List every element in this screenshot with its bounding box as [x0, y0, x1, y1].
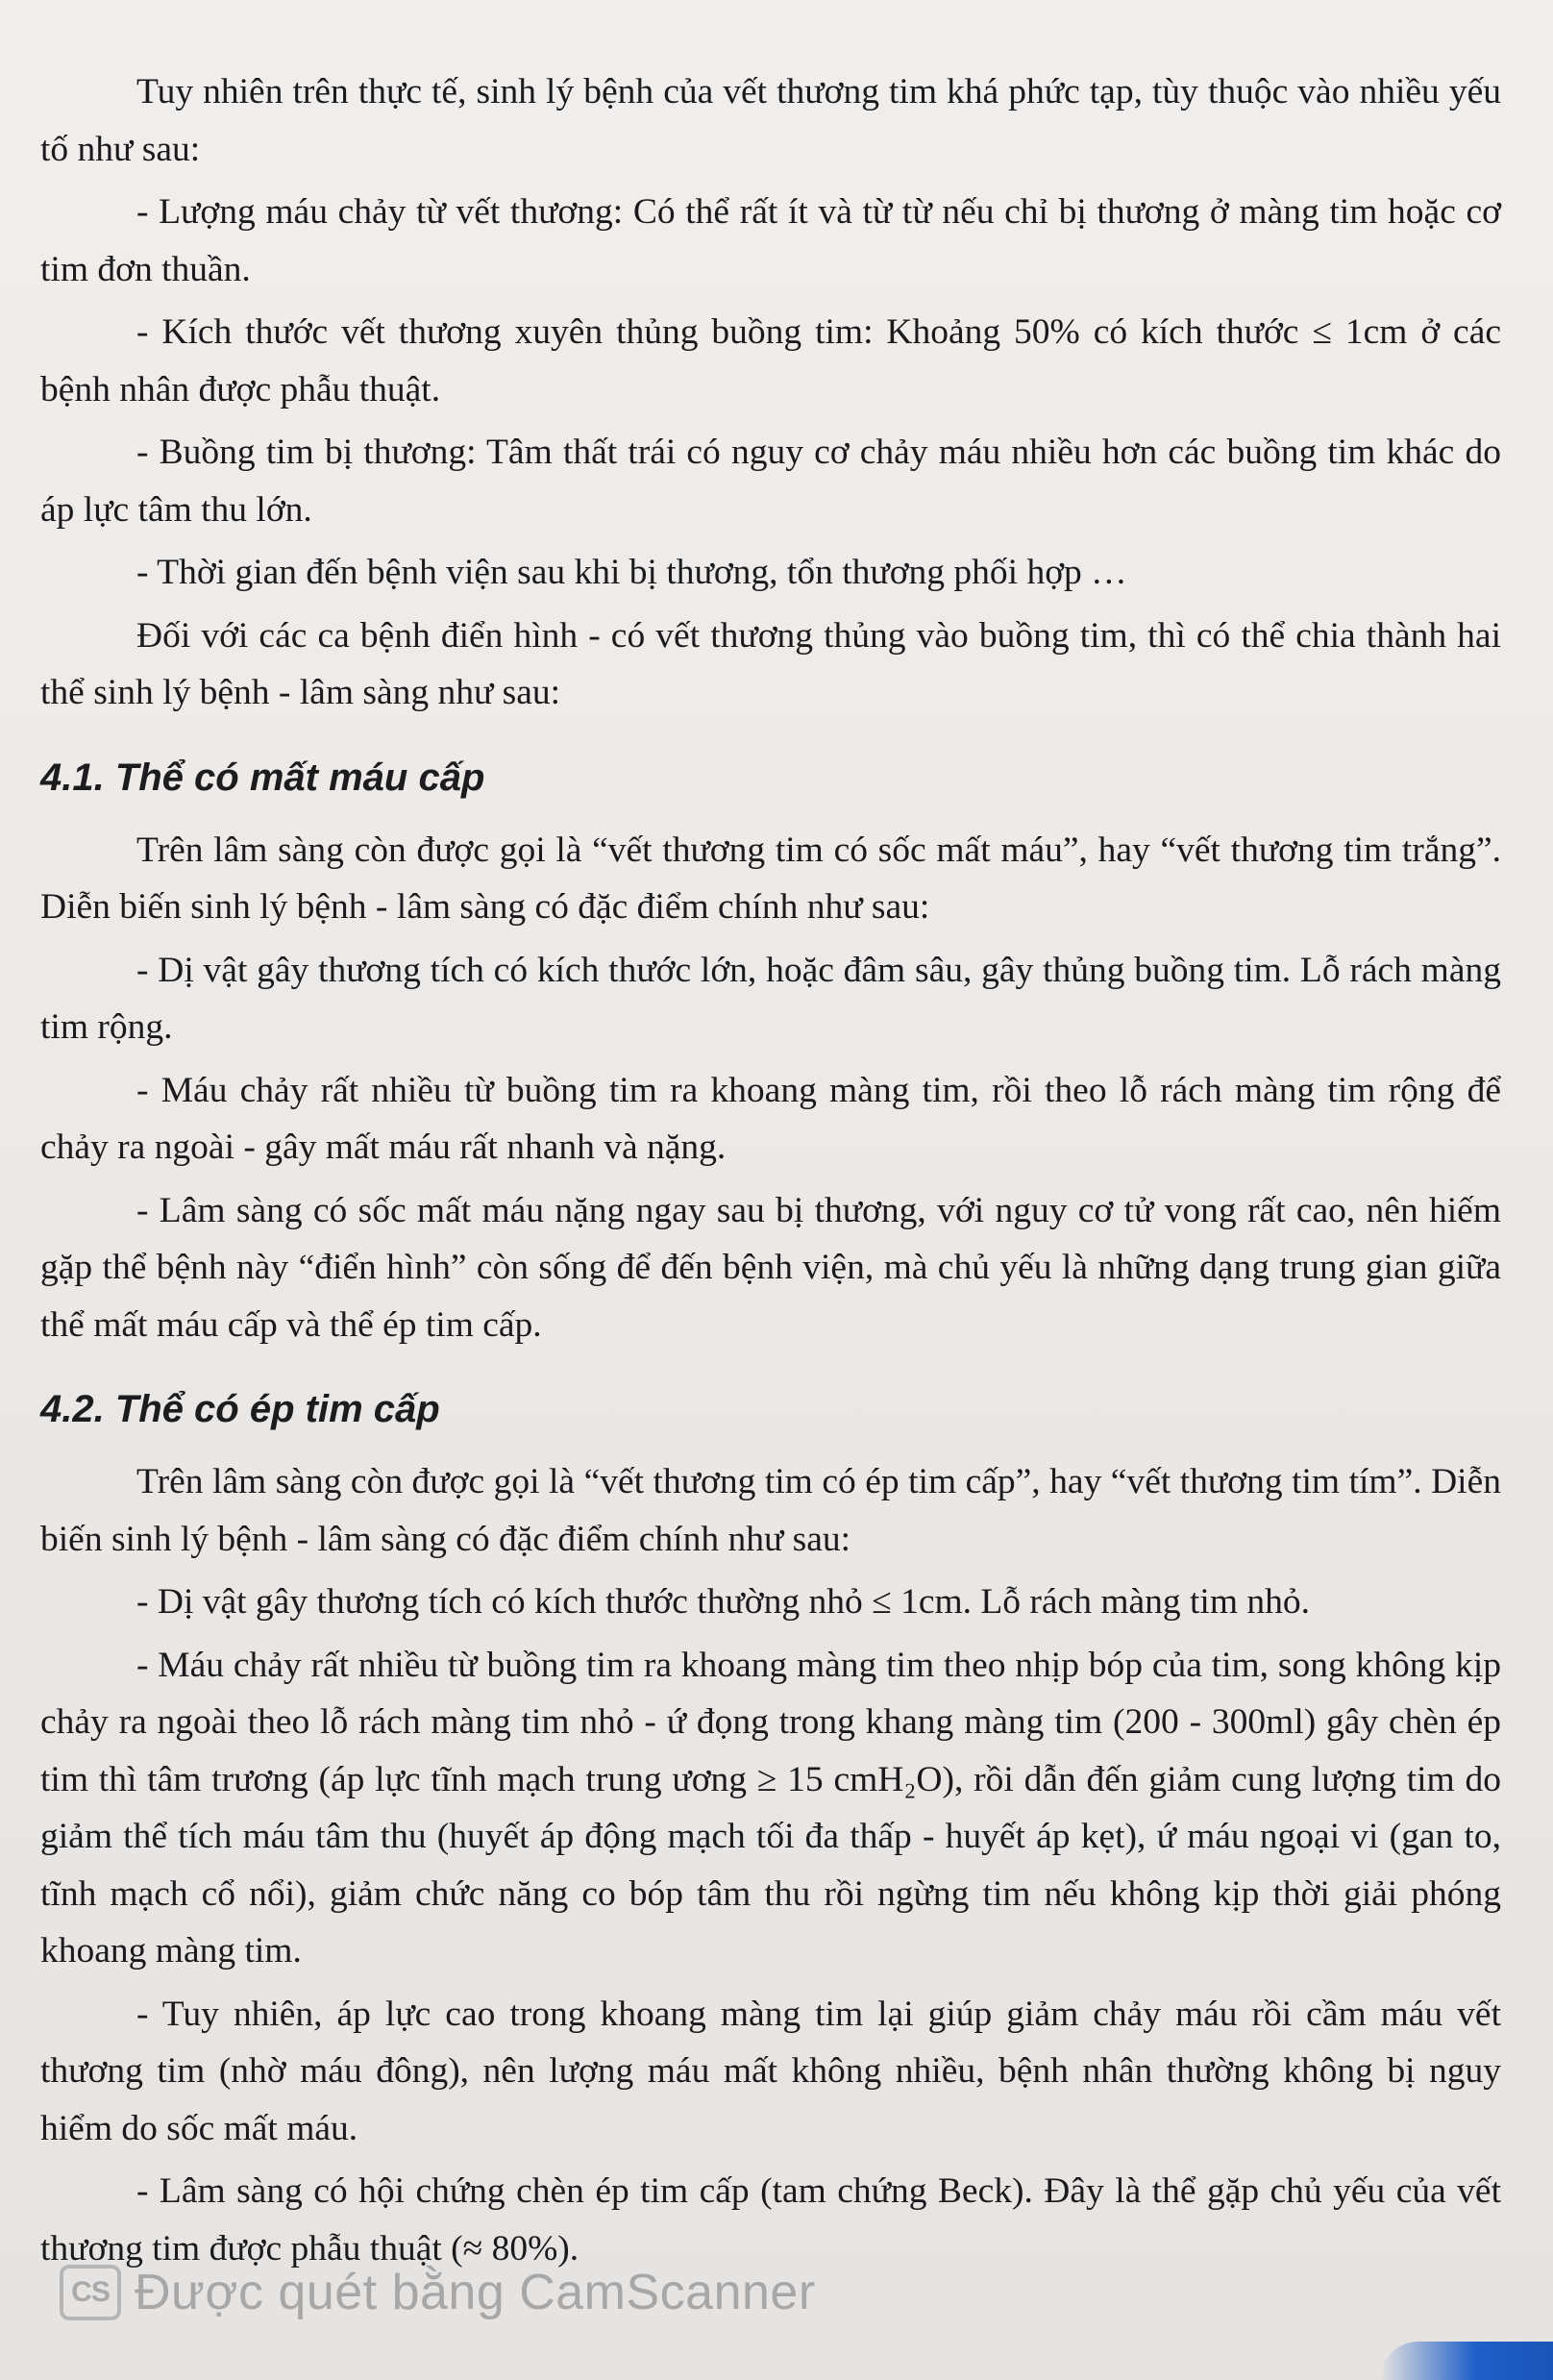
section1-paragraph: - Dị vật gây thương tích có kích thước lớn, hoặc đâm sâu, gây thủng buồng tim. Lỗ rách màng tim rộng.: [40, 950, 1501, 1047]
section1-paragraph: Trên lâm sàng còn được gọi là “vết thương tim có sốc mất máu”, hay “vết thương tim trắng”. Diễn biến sinh lý bệnh - lâm sàng có đặc điểm chính như sau:: [40, 830, 1501, 927]
section2-paragraph: - Máu chảy rất nhiều từ buồng tim ra khoang màng tim theo nhịp bóp của tim, song không kịp chảy ra ngoài theo lỗ rách màng tim nhỏ - ứ đọng trong khang màng tim (200 - 300ml) gây chèn ép tim thì tâm trương (áp lực tĩnh mạch trung ương ≥ 15 cmH₂O), rồi dẫn đến giảm cung lượng tim do giảm thể tích máu tâm thu (huyết áp động mạch tối đa thấp - huyết áp kẹt), ứ máu ngoại vi (gan to, tĩnh mạch cổ nổi), giảm chức năng co bóp tâm thu rồi ngừng tim nếu không kịp thời giải phóng khoang màng tim.: [40, 1645, 1501, 1971]
watermark-text: Được quét bằng CamScanner: [135, 2265, 816, 2320]
section2-paragraph: - Tuy nhiên, áp lực cao trong khoang màng tim lại giúp giảm chảy máu rồi cầm máu vết thương tim (nhờ máu đông), nên lượng máu mất không nhiều, bệnh nhân thường không bị nguy hiểm do sốc mất máu.: [40, 1994, 1501, 2148]
intro-paragraph: - Lượng máu chảy từ vết thương: Có thể rất ít và từ từ nếu chỉ bị thương ở màng tim hoặc cơ tim đơn thuần.: [40, 192, 1501, 289]
camscanner-watermark: [60, 2259, 816, 2326]
section2-paragraph: - Dị vật gây thương tích có kích thước thường nhỏ ≤ 1cm. Lỗ rách màng tim nhỏ.: [136, 1582, 1311, 1622]
section1-paragraph: - Máu chảy rất nhiều từ buồng tim ra khoang màng tim, rồi theo lỗ rách màng tim rộng để chảy ra ngoài - gây mất máu rất nhanh và nặng.: [40, 1070, 1501, 1167]
intro-paragraph: Đối với các ca bệnh điển hình - có vết thương thủng vào buồng tim, thì có thể chia thành hai thể sinh lý bệnh - lâm sàng như sau:: [40, 615, 1501, 712]
section2-paragraph: - Lâm sàng có hội chứng chèn ép tim cấp (tam chứng Beck). Đây là thể gặp chủ yếu của vết thương tim được phẫu thuật (≈ 80%).: [40, 2171, 1501, 2268]
section1-paragraph: - Lâm sàng có sốc mất máu nặng ngay sau bị thương, với nguy cơ tử vong rất cao, nên hiếm gặp thể bệnh này “điển hình” còn sống để đến bệnh viện, mà chủ yếu là những dạng trung gian giữa thể mất máu cấp và thể ép tim cấp.: [40, 1190, 1501, 1345]
intro-paragraph: Tuy nhiên trên thực tế, sinh lý bệnh của vết thương tim khá phức tạp, tùy thuộc vào nhiều yếu tố như sau:: [40, 72, 1501, 169]
page-content: [40, 63, 1501, 2283]
page-corner-decoration: [1380, 2342, 1553, 2380]
intro-paragraph: - Buồng tim bị thương: Tâm thất trái có nguy cơ chảy máu nhiều hơn các buồng tim khác do áp lực tâm thu lớn.: [40, 433, 1501, 530]
camscanner-logo-icon: CS: [60, 2265, 121, 2320]
section-heading-4-2: 4.2. Thể có ép tim cấp: [40, 1388, 440, 1430]
intro-paragraph: - Thời gian đến bệnh viện sau khi bị thương, tổn thương phối hợp …: [136, 553, 1127, 592]
section-heading-4-1: 4.1. Thể có mất máu cấp: [40, 756, 485, 799]
section2-paragraph: Trên lâm sàng còn được gọi là “vết thương tim có ép tim cấp”, hay “vết thương tim tím”. Diễn biến sinh lý bệnh - lâm sàng có đặc điểm chính như sau:: [40, 1462, 1501, 1559]
intro-paragraph: - Kích thước vết thương xuyên thủng buồng tim: Khoảng 50% có kích thước ≤ 1cm ở các bệnh nhân được phẫu thuật.: [40, 312, 1501, 409]
